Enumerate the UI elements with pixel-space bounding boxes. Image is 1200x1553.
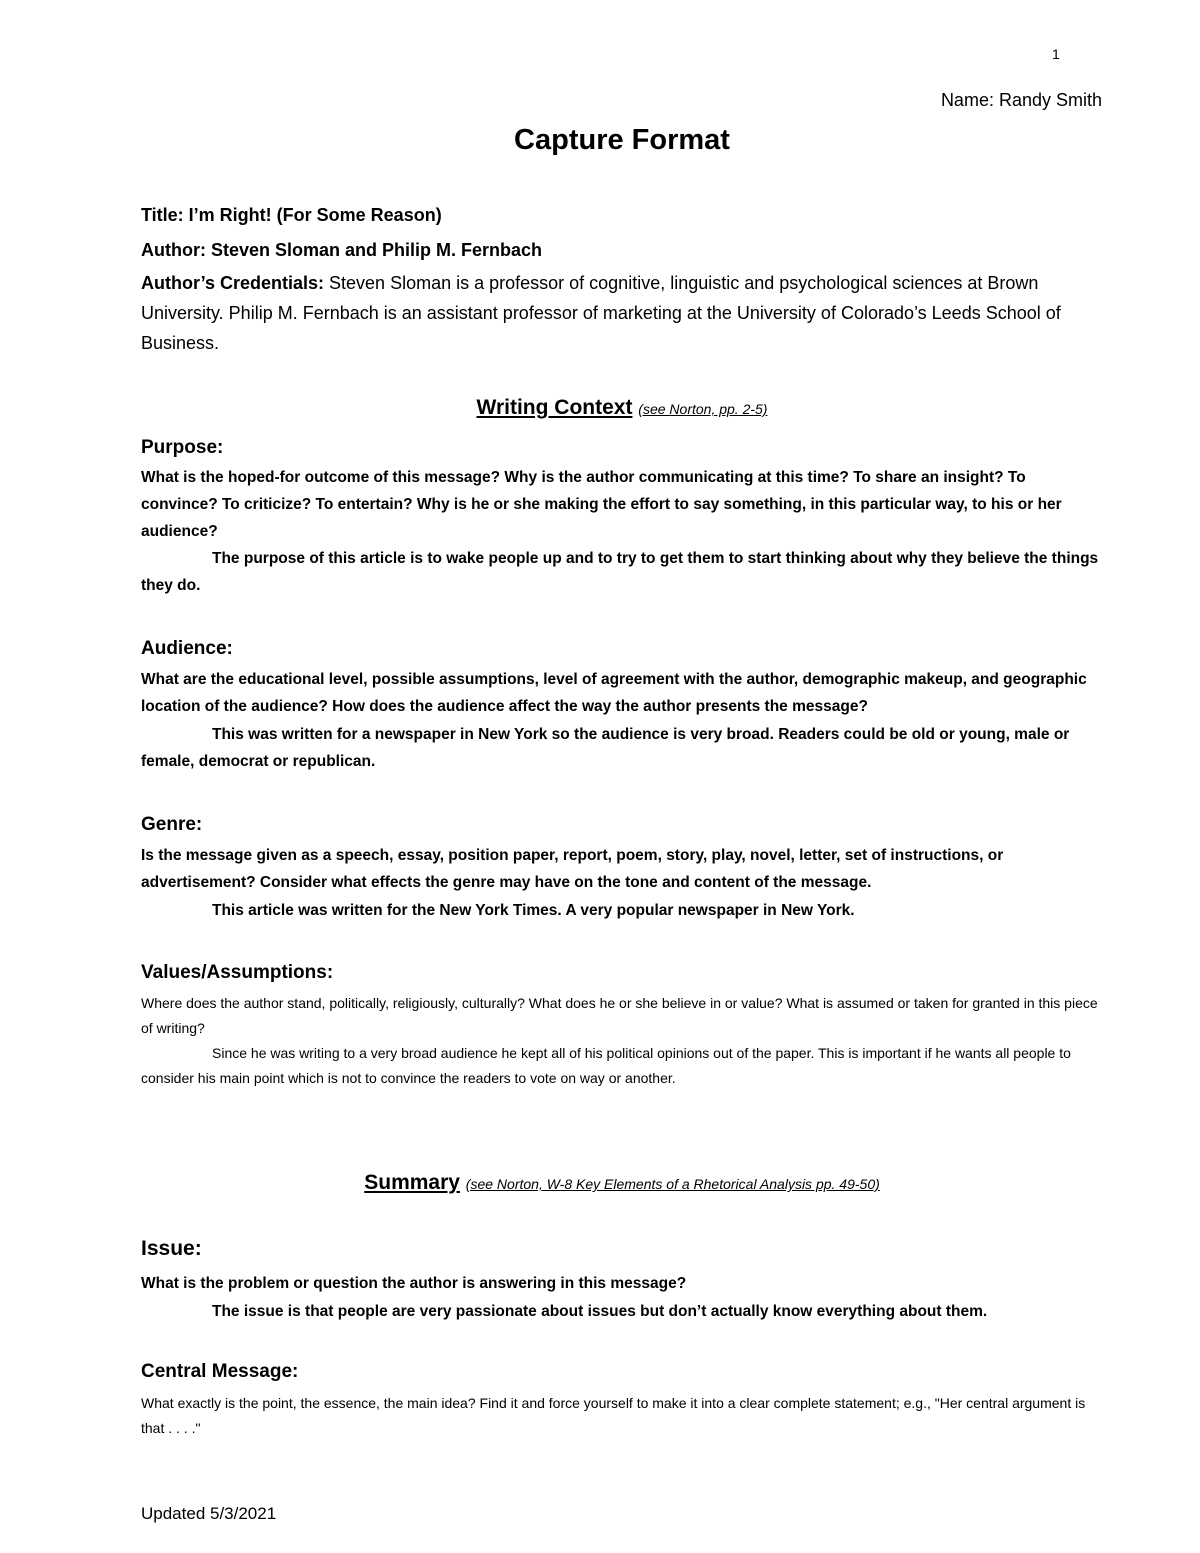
credentials-text: Steven Sloman is a professor of cognitive, linguistic and psychological sciences at Brown University. Philip M. Fernbach is an assistant professor of marketing at the University of Colorado’s Leeds School of Business. [141, 273, 1061, 353]
purpose-answer-block [141, 545, 1101, 599]
values-answer: Since he was writing to a very broad audience he kept all of his political opinions out of the paper. This is important if he wants all people to consider his main point which is not to convince the readers to vote on way or another. [141, 1045, 1071, 1086]
student-name: Name: Randy Smith [940, 90, 1102, 110]
issue-question: What is the problem or question the author is answering in this message? [141, 1275, 687, 1292]
purpose-question: What is the hoped-for outcome of this message? Why is the author communicating at this time? To share an insight? To convince? To criticize? To entertain? Why is he or she making the effort to say something, in this particular way, to his or her audience? [141, 469, 1062, 540]
genre-answer: This article was written for the New York Times. A very popular newspaper in New York. [212, 902, 855, 919]
purpose-section [141, 464, 1101, 545]
issue-label: Issue: [141, 1237, 202, 1260]
issue-answer: The issue is that people are very passionate about issues but don’t actually know everything about them. [212, 1303, 988, 1320]
audience-question: What are the educational level, possible assumptions, level of agreement with the author, demographic makeup, and geographic location of the audience? How does the audience affect the way the author presents the message? [141, 671, 1087, 715]
writing-context-heading [0, 396, 1200, 420]
genre-answer-block [141, 897, 1101, 924]
audience-answer-block [141, 721, 1101, 775]
central-message-label: Central Message: [141, 1361, 299, 1382]
purpose-answer: The purpose of this article is to wake people up and to try to get them to start thinking about why they believe the things they do. [141, 550, 1099, 594]
credentials-label: Author’s Credentials: [141, 273, 325, 293]
central-message-question: What exactly is the point, the essence, the main idea? Find it and force yourself to make it into a clear complete statement; e.g., "Her central argument is that . . . ." [141, 1395, 1086, 1436]
genre-question: Is the message given as a speech, essay, position paper, report, poem, story, play, novel, letter, set of instructions, or advertisement? Consider what effects the genre may have on the tone and content of the message. [141, 847, 1004, 891]
genre-label: Genre: [141, 814, 203, 835]
summary-heading [0, 1171, 1200, 1195]
summary-title: Summary [364, 1171, 460, 1194]
audience-label: Audience: [141, 638, 233, 659]
writing-context-title: Writing Context [476, 396, 633, 419]
document-title: Capture Format [514, 124, 730, 156]
purpose-label: Purpose: [141, 437, 224, 458]
page-number: 1 [1052, 46, 1060, 62]
issue-answer-block [141, 1298, 1101, 1325]
author-credentials [141, 268, 1071, 358]
values-answer-block [141, 1041, 1101, 1091]
values-label: Values/Assumptions: [141, 962, 334, 983]
summary-reference: (see Norton, W-8 Key Elements of a Rhetorical Analysis pp. 49-50) [465, 1176, 880, 1192]
article-author: Author: Steven Sloman and Philip M. Fernbach [141, 240, 543, 260]
values-question: Where does the author stand, politically, religiously, culturally? What does he or she believe in or value? What is assumed or taken for granted in this piece of writing? [141, 995, 1098, 1036]
updated-date: Updated 5/3/2021 [141, 1504, 277, 1523]
audience-answer: This was written for a newspaper in New York so the audience is very broad. Readers could be old or young, male or female, democrat or republican. [141, 726, 1070, 770]
writing-context-reference: (see Norton, pp. 2-5) [638, 401, 768, 417]
article-title: Title: I’m Right! (For Some Reason) [141, 205, 442, 225]
